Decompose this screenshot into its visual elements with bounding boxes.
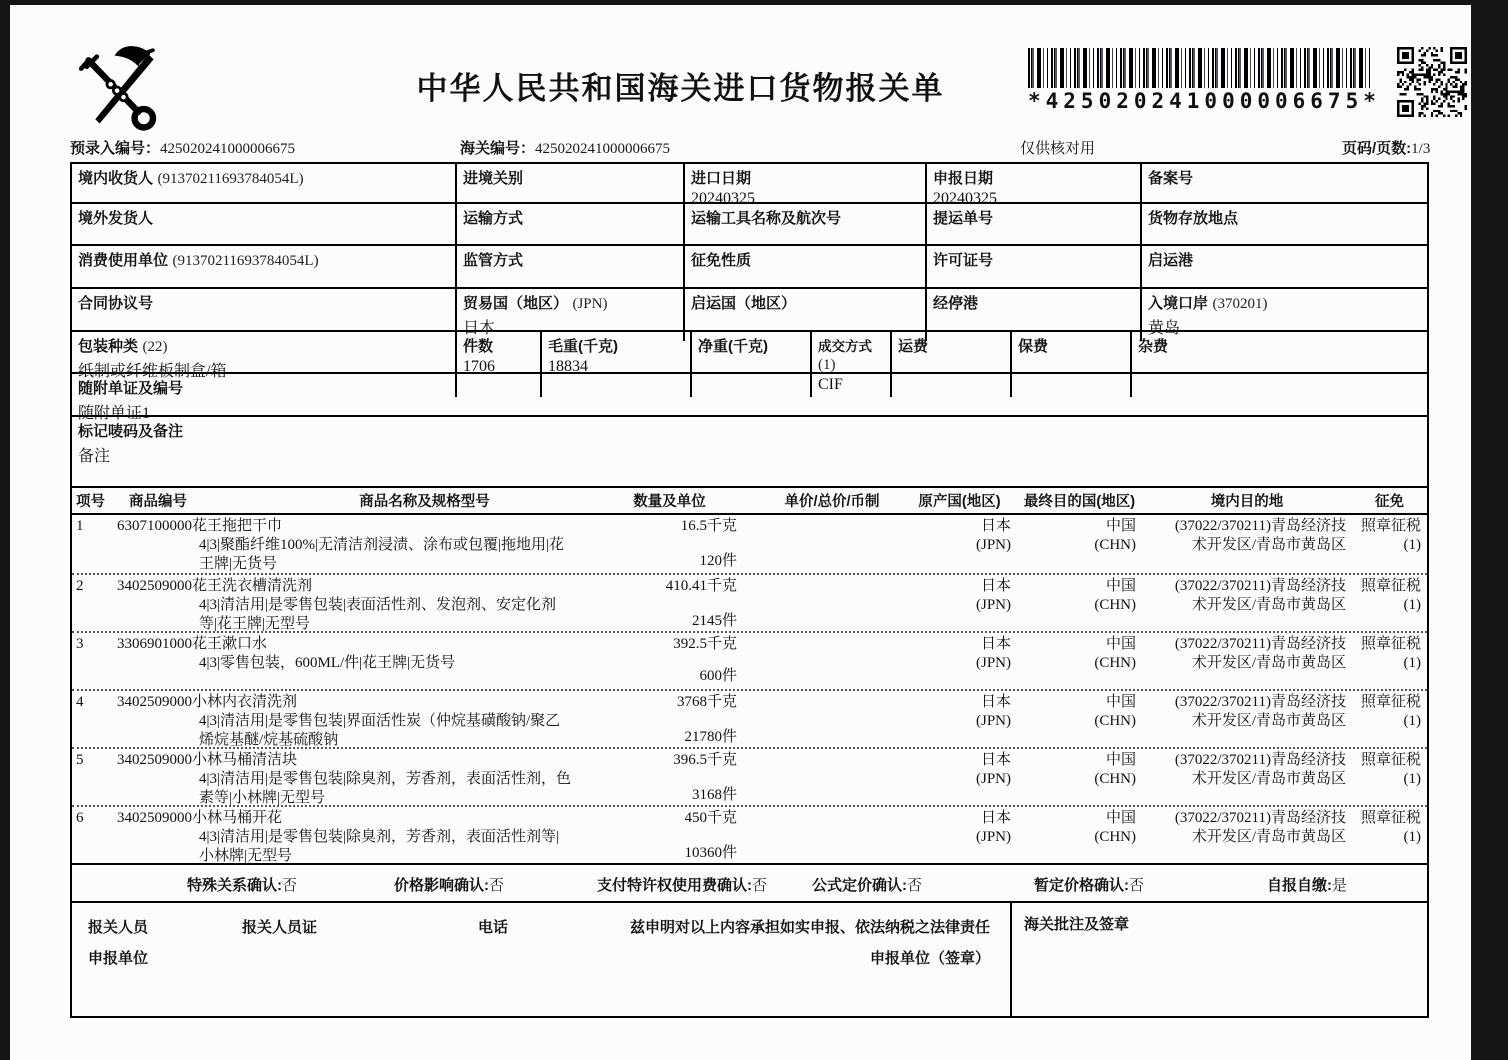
- goods-name: 花王拖把干巾: [192, 518, 283, 534]
- confirm-formula-pricing: 公式定价确认:否: [812, 877, 923, 894]
- confirm-royalty-payment: 支付特许权使用费确认:否: [597, 877, 768, 894]
- goods-price: [762, 807, 902, 866]
- goods-name-spec: [117, 633, 577, 689]
- goods-price: [762, 633, 902, 689]
- field-overseas-shipper: 境外发货人: [72, 204, 457, 244]
- goods-domestic-dest: [1142, 807, 1352, 866]
- meta-row: [10, 137, 1471, 159]
- levy-name: 照章征税: [1360, 636, 1421, 652]
- col-item-no: 项号: [76, 494, 105, 510]
- goods-code-name: [117, 517, 577, 536]
- field-levy-nature: 征免性质: [685, 246, 927, 287]
- origin-name: 日本: [980, 636, 1011, 652]
- goods-code-name: [117, 635, 577, 654]
- dest-code: (CHN): [1094, 597, 1136, 613]
- goods-pieces: 3168件: [691, 787, 737, 803]
- pre-entry-number: 预录入编号：425020241000006675: [70, 140, 296, 157]
- goods-spec: 4|3|聚酯纤维100%|无清洁剂浸渍、涂布或包覆|拖地用|花王牌|无货号: [199, 537, 565, 572]
- info-row-3: [72, 246, 1427, 289]
- levy-code: (1): [1403, 655, 1421, 671]
- domestic-dest-line1: (37022/370211)青岛经济技: [1174, 636, 1346, 652]
- info-row-2: [72, 204, 1427, 246]
- goods-name: 小林内衣清洗剂: [192, 694, 298, 710]
- goods-domestic-dest: [1142, 575, 1352, 634]
- goods-name: 小林马桶开花: [192, 810, 283, 826]
- goods-table-body: [72, 515, 1427, 865]
- goods-levy-mode: [1352, 515, 1427, 574]
- field-pieces: 件数 1706: [457, 332, 542, 397]
- goods-item-no: 3: [76, 636, 84, 652]
- customs-endorsement-area: [1012, 903, 1427, 1016]
- barcode-text: *425020241000006675*: [1028, 89, 1381, 113]
- goods-dest-country: [1017, 807, 1142, 866]
- goods-quantity: [577, 807, 762, 866]
- goods-price: [762, 691, 902, 750]
- field-entry-port: 入境口岸 (370201) 黄岛: [1148, 295, 1268, 337]
- goods-code-name: [117, 809, 577, 828]
- declarant-label: 报关人员: [88, 919, 149, 936]
- goods-dest-country: [1017, 691, 1142, 750]
- origin-code: (JPN): [975, 829, 1011, 845]
- goods-price: [762, 515, 902, 574]
- goods-domestic-dest: [1142, 749, 1352, 808]
- goods-origin-country: [902, 633, 1017, 689]
- domestic-dest-line2: 术开发区/青岛市黄岛区: [1191, 713, 1346, 729]
- confirmation-row: [72, 865, 1427, 903]
- domestic-dest-line2: 术开发区/青岛市黄岛区: [1191, 597, 1346, 613]
- dest-code: (CHN): [1094, 655, 1136, 671]
- info-row-4: [72, 289, 1427, 337]
- goods-spec: 4|3|清洁用|是零售包装|除臭剂，芳香剂，表面活性剂，色素等|小林牌|无型号: [199, 771, 572, 806]
- col-origin-country: 原产国(地区): [918, 494, 1001, 510]
- goods-origin-country: [902, 691, 1017, 750]
- field-packing-type: 包装种类 (22) 纸制或纤维板制盒/箱: [72, 332, 457, 397]
- goods-dest-country: [1017, 633, 1142, 689]
- goods-code: 6307100000: [117, 518, 192, 534]
- field-deal-mode: 成交方式 (1) CIF: [812, 332, 892, 397]
- goods-name-spec: [117, 807, 577, 866]
- confirm-provisional-price: 暂定价格确认:否: [1034, 877, 1145, 894]
- origin-code: (JPN): [975, 597, 1011, 613]
- goods-item-no: 6: [76, 810, 84, 826]
- dest-code: (CHN): [1094, 713, 1136, 729]
- domestic-dest-line2: 术开发区/青岛市黄岛区: [1191, 771, 1346, 787]
- goods-code: 3306901000: [117, 636, 192, 652]
- goods-dest-country: [1017, 515, 1142, 574]
- field-misc-fee: 杂费: [1138, 338, 1169, 355]
- origin-code: (JPN): [975, 713, 1011, 729]
- domestic-dest-line1: (37022/370211)青岛经济技: [1174, 578, 1346, 594]
- declare-unit-label: 申报单位: [88, 950, 149, 967]
- goods-levy-mode: [1352, 807, 1427, 866]
- origin-code: (JPN): [975, 655, 1011, 671]
- goods-row: [72, 689, 1427, 747]
- levy-code: (1): [1403, 829, 1421, 845]
- phone-label: 电话: [478, 919, 509, 936]
- goods-dest-country: [1017, 749, 1142, 808]
- col-domestic-dest: 境内目的地: [1210, 494, 1284, 510]
- goods-price: [762, 575, 902, 634]
- goods-weight: 3768千克: [676, 694, 737, 710]
- goods-quantity: [577, 633, 762, 689]
- levy-code: (1): [1403, 713, 1421, 729]
- dest-code: (CHN): [1094, 537, 1136, 553]
- domestic-dest-line1: (37022/370211)青岛经济技: [1174, 810, 1346, 826]
- levy-name: 照章征税: [1360, 518, 1421, 534]
- goods-weight: 16.5千克: [680, 518, 737, 534]
- dest-name: 中国: [1105, 810, 1136, 826]
- info-row-docs: [72, 374, 1427, 422]
- goods-domestic-dest: [1142, 691, 1352, 750]
- goods-pieces: 10360件: [684, 845, 737, 861]
- levy-name: 照章征税: [1360, 694, 1421, 710]
- goods-row: [72, 515, 1427, 573]
- col-price-currency: 单价/总价/币制: [784, 494, 880, 510]
- info-row-5: [72, 332, 1427, 393]
- declarant-area: [72, 903, 1012, 1016]
- col-name-spec: 商品名称及规格型号: [359, 494, 490, 510]
- goods-row: [72, 805, 1427, 863]
- goods-code: 3402509000: [117, 810, 192, 826]
- goods-name: 花王漱口水: [192, 636, 268, 652]
- field-attached-docs: 随附单证及编号 随附单证1: [78, 380, 184, 422]
- barcode-bars-icon: [1028, 48, 1372, 88]
- field-marks-remarks: 标记唛码及备注 备注: [78, 423, 184, 465]
- col-final-dest-country: 最终目的国(地区): [1023, 494, 1136, 510]
- barcode: [1028, 48, 1381, 113]
- col-levy-exempt: 征免: [1375, 494, 1404, 510]
- field-gross-weight: 毛重(千克) 18834: [542, 332, 692, 397]
- goods-spec: 4|3|清洁用|是零售包装|除臭剂，芳香剂，表面活性剂等|小林牌|无型号: [199, 829, 560, 864]
- field-bill-no: 提运单号: [927, 204, 1142, 244]
- field-storage-place: 货物存放地点: [1148, 210, 1239, 227]
- info-row-marks: [72, 417, 1427, 488]
- customs-endorsement-label: 海关批注及签章: [1024, 916, 1130, 933]
- goods-price: [762, 749, 902, 808]
- field-departure-country: 启运国（地区）: [685, 289, 927, 341]
- declarant-cert-label: 报关人员证: [242, 919, 318, 936]
- origin-name: 日本: [980, 578, 1011, 594]
- goods-item-no: 1: [76, 518, 84, 534]
- goods-weight: 410.41千克: [665, 578, 737, 594]
- field-declare-date: 申报日期 20240325: [927, 164, 1142, 211]
- goods-row: [72, 573, 1427, 631]
- field-license-no: 许可证号: [927, 246, 1142, 287]
- field-supervision-mode: 监管方式: [457, 246, 685, 287]
- goods-weight: 396.5千克: [673, 752, 737, 768]
- scanned-declaration-document: [10, 5, 1471, 1060]
- dest-code: (CHN): [1094, 829, 1136, 845]
- goods-levy-mode: [1352, 575, 1427, 634]
- levy-name: 照章征税: [1360, 752, 1421, 768]
- origin-code: (JPN): [975, 771, 1011, 787]
- qr-code-icon: [1397, 47, 1467, 117]
- goods-code: 3402509000: [117, 694, 192, 710]
- domestic-dest-line2: 术开发区/青岛市黄岛区: [1191, 537, 1346, 553]
- goods-levy-mode: [1352, 691, 1427, 750]
- goods-item-no: 5: [76, 752, 84, 768]
- info-row-1: [72, 164, 1427, 207]
- domestic-dest-line1: (37022/370211)青岛经济技: [1174, 694, 1346, 710]
- field-transport-mode: 运输方式: [457, 204, 685, 244]
- dest-name: 中国: [1105, 694, 1136, 710]
- goods-quantity: [577, 515, 762, 574]
- dest-name: 中国: [1105, 636, 1136, 652]
- goods-name: 小林马桶清洁块: [192, 752, 298, 768]
- goods-code: 3402509000: [117, 578, 192, 594]
- goods-pieces: 2145件: [691, 613, 737, 629]
- declare-unit-sign-label: 申报单位（签章）: [869, 950, 990, 967]
- goods-origin-country: [902, 515, 1017, 574]
- field-record-no: 备案号: [1148, 170, 1194, 187]
- goods-domestic-dest: [1142, 633, 1352, 689]
- goods-domestic-dest: [1142, 515, 1352, 574]
- confirm-price-influence: 价格影响确认:否: [394, 877, 505, 894]
- col-qty-unit: 数量及单位: [633, 494, 706, 510]
- goods-origin-country: [902, 749, 1017, 808]
- goods-levy-mode: [1352, 633, 1427, 689]
- verify-note: 仅供核对用: [1020, 140, 1096, 157]
- field-contract-no: 合同协议号: [72, 289, 457, 341]
- field-trade-country: 贸易国（地区） (JPN) 日本: [457, 289, 685, 341]
- goods-pieces: 120件: [699, 553, 737, 569]
- goods-spec: 4|3|零售包装，600ML/件|花王牌|无货号: [199, 655, 456, 671]
- goods-row: [72, 631, 1427, 689]
- goods-origin-country: [902, 575, 1017, 634]
- page-title: 中华人民共和国海关进口货物报关单: [416, 71, 945, 106]
- goods-dest-country: [1017, 575, 1142, 634]
- dest-code: (CHN): [1094, 771, 1136, 787]
- signature-section: [72, 903, 1427, 1016]
- levy-name: 照章征税: [1360, 810, 1421, 826]
- goods-name: 花王洗衣槽清洗剂: [192, 578, 313, 594]
- goods-name-spec: [117, 515, 577, 574]
- domestic-dest-line2: 术开发区/青岛市黄岛区: [1191, 655, 1346, 671]
- field-transport-name: 运输工具名称及航次号: [685, 204, 927, 244]
- goods-origin-country: [902, 807, 1017, 866]
- field-freight: 运费: [892, 332, 1012, 397]
- field-consumer-unit: 消费使用单位 (91370211693784054L): [72, 246, 457, 287]
- origin-name: 日本: [980, 810, 1011, 826]
- goods-pieces: 21780件: [684, 729, 737, 745]
- field-transit-port: 经停港: [927, 289, 1142, 341]
- goods-weight: 392.5千克: [673, 636, 737, 652]
- goods-pieces: 600件: [699, 668, 737, 684]
- domestic-dest-line1: (37022/370211)青岛经济技: [1174, 518, 1346, 534]
- goods-item-no: 4: [76, 694, 84, 710]
- domestic-dest-line1: (37022/370211)青岛经济技: [1174, 752, 1346, 768]
- confirm-self-declaration: 自报自缴:是: [1267, 877, 1348, 894]
- goods-code: 3402509000: [117, 752, 192, 768]
- goods-item-no: 2: [76, 578, 84, 594]
- field-insurance: 保费: [1012, 332, 1132, 397]
- levy-code: (1): [1403, 771, 1421, 787]
- goods-spec: 4|3|清洁用|是零售包装|表面活性剂、发泡剂、安定化剂等|花王牌|无型号: [199, 597, 557, 632]
- customs-number: 海关编号：425020241000006675: [460, 140, 671, 157]
- goods-name-spec: [117, 691, 577, 750]
- field-domestic-consignee: 境内收货人 (91370211693784054L): [72, 164, 457, 211]
- origin-code: (JPN): [975, 537, 1011, 553]
- goods-name-spec: [117, 575, 577, 634]
- dest-name: 中国: [1105, 518, 1136, 534]
- goods-table-header: [72, 488, 1427, 515]
- dest-name: 中国: [1105, 578, 1136, 594]
- field-departure-port: 启运港: [1148, 252, 1194, 269]
- page-indicator: 页码/页数:1/3: [1342, 140, 1431, 157]
- goods-code-name: [117, 693, 577, 712]
- levy-code: (1): [1403, 597, 1421, 613]
- declaration-statement: 兹申明对以上内容承担如实申报、依法纳税之法律责任: [629, 919, 990, 936]
- goods-name-spec: [117, 749, 577, 808]
- origin-name: 日本: [980, 752, 1011, 768]
- goods-weight: 450千克: [684, 810, 737, 826]
- col-commodity-code: 商品编号: [129, 494, 187, 510]
- goods-quantity: [577, 575, 762, 634]
- levy-name: 照章征税: [1360, 578, 1421, 594]
- goods-code-name: [117, 577, 577, 596]
- origin-name: 日本: [980, 518, 1011, 534]
- goods-quantity: [577, 749, 762, 808]
- goods-levy-mode: [1352, 749, 1427, 808]
- field-import-date: 进口日期 20240325: [685, 164, 927, 211]
- field-net-weight: 净重(千克): [692, 332, 812, 397]
- goods-row: [72, 747, 1427, 805]
- goods-quantity: [577, 691, 762, 750]
- confirm-special-relation: 特殊关系确认:否: [187, 877, 298, 894]
- goods-spec: 4|3|清洁用|是零售包装|界面活性炭（仲烷基磺酸钠/聚乙烯烷基醚/烷基硫酸钠: [199, 713, 561, 748]
- origin-name: 日本: [980, 694, 1011, 710]
- goods-code-name: [117, 751, 577, 770]
- field-entry-customs: 进境关别: [457, 164, 685, 211]
- levy-code: (1): [1403, 537, 1421, 553]
- domestic-dest-line2: 术开发区/青岛市黄岛区: [1191, 829, 1346, 845]
- dest-name: 中国: [1105, 752, 1136, 768]
- declaration-form: [70, 162, 1429, 1018]
